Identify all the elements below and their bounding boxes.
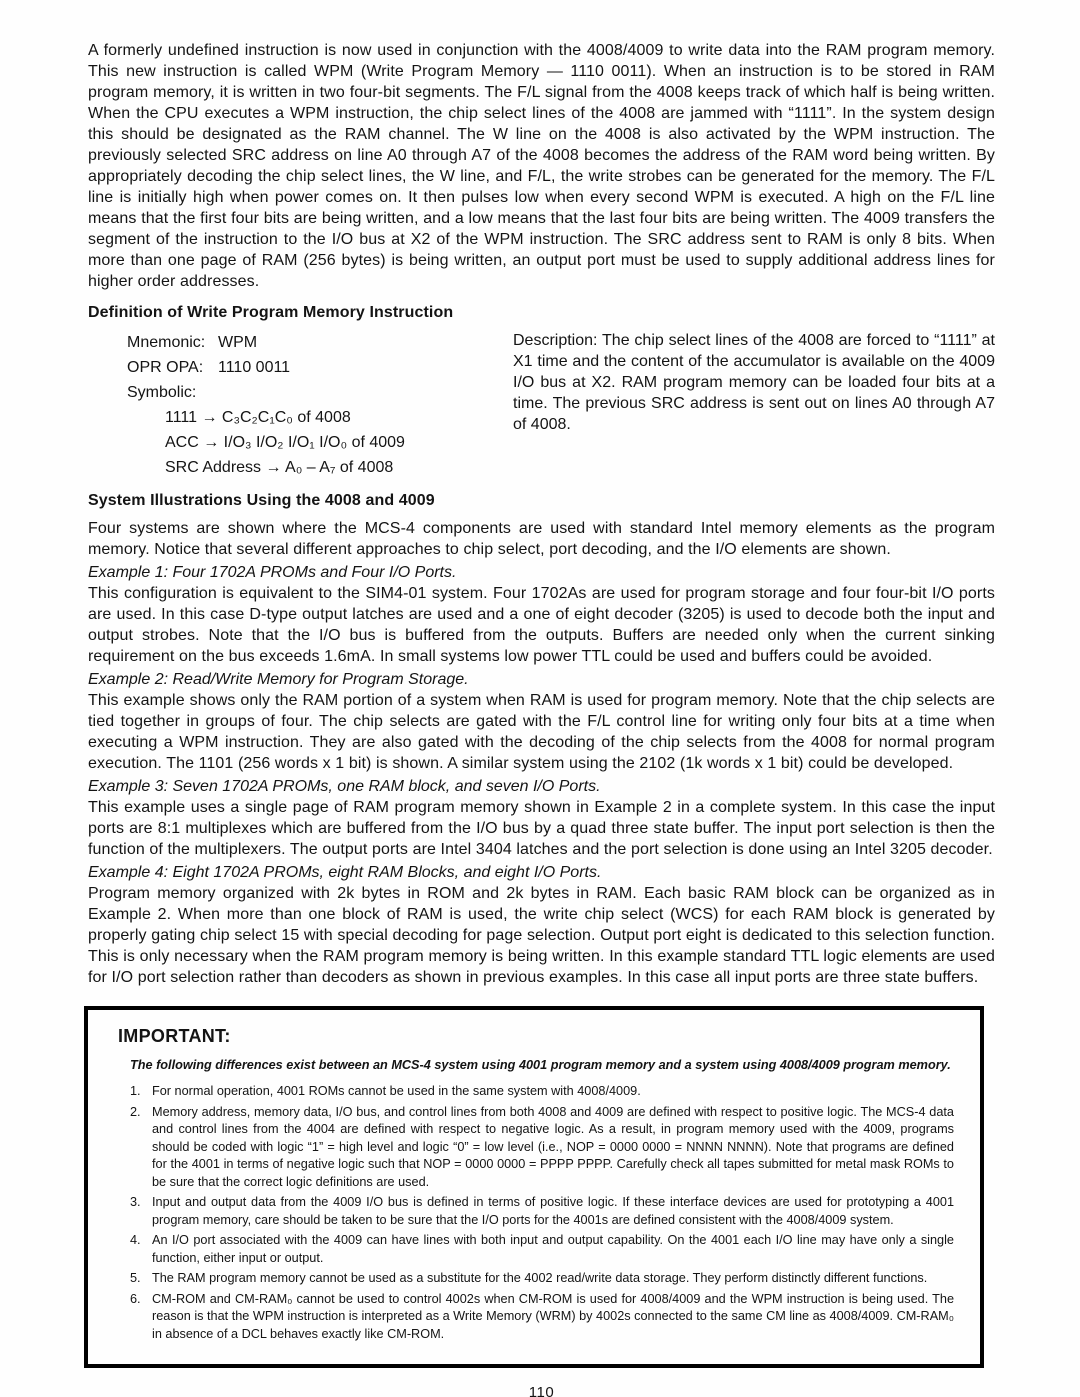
item-1-text: For normal operation, 4001 ROMs cannot be used in the same system with 4008/4009. [152,1084,641,1098]
item-4-text: An I/O port associated with the 4009 can have lines with both input and output capability. On the 4001 each I/O line may have only a single function, either input or output. [152,1233,954,1265]
opr-opa-row [127,355,513,380]
important-item-2 [130,1104,954,1192]
opr-opa-value: 1110 0011 [218,359,291,376]
mnemonic-label: Mnemonic: [127,334,206,351]
example-4 [88,862,995,988]
item-2-number: 2. [130,1104,141,1119]
item-3-text: Input and output data from the 4009 I/O bus is defined in terms of positive logic. If these interface devices are used for prototyping a 4001 program memory, care should be taken to be sure that the I/O ports for the 4001s are defined consistent with the 4008/4009 system. [152,1195,954,1227]
symbolic-line-2: ACC → I/O₃ I/O₂ I/O₁ I/O₀ of 4009 [165,434,405,451]
item-5-text: The RAM program memory cannot be used as a substitute for the 4002 read/write data storage. They perform distinctly different functions. [152,1271,928,1285]
item-2-text: Memory address, memory data, I/O bus, and control lines from both 4008 and 4009 are defined with respect to positive logic. The MCS-4 data and control lines from the 4004 are defined with respect to negative logic. As a result, in program memory used with the 4009, programs should be coded with logic “1” = high level and logic “0” = low level (i.e., NOP = 0000 0000 = NNNN NNNN). Note that programs are defined for the 4001 in terms of negative logic such that NOP = 0000 0000 = PPPP PPPP. Carefully check all tapes submitted for metal mask ROMs to be sure that the correct logic definitions are used. [152,1104,954,1189]
important-box [84,1006,984,1368]
mnemonic-row [127,330,513,355]
mnemonic-value: WPM [218,334,258,351]
example-2 [88,669,995,774]
example-4-title: Example 4: Eight 1702A PROMs, eight RAM Blocks, and eight I/O Ports. [88,864,602,881]
item-6-text: CM-ROM and CM-RAM₀ cannot be used to control 4002s when CM-ROM is used for 4008/4009 and the WPM instruction is being used. The reason is that the WPM instruction is interpreted as a Write Memory (WRM) by 4002s connected to the same CM line as 4008/4009. CM-RAM₀ in absence of a DCL behaves exactly like CM-ROM. [152,1291,954,1341]
example-2-body: This example shows only the RAM portion of a system when RAM is used for program memory. Note that the chip selects are tied together in groups of four. The chip selects are gated with the F/L control line for writing only four bits at a time when executing a WPM instruction. They are also gated with the decoding of the chip selects from the 4008 for normal program execution. The 1101 (256 words x 1 bit) is shown. A similar system using the 2102 (1k words x 1 bit) could be developed. [88,692,995,772]
important-item-3 [130,1194,954,1229]
system-illustrations-heading: System Illustrations Using the 4008 and 4009 [88,492,435,509]
opr-opa-label: OPR OPA: [127,359,204,376]
important-intro: The following differences exist between an MCS-4 system using 4001 program memory and a system using 4008/4009 program memory. [130,1058,951,1072]
example-3-body: This example uses a single page of RAM program memory shown in Example 2 in a complete system. In this case the input ports are 8:1 multiplexes which are buffered from the I/O bus by a quad three state buffer. The input port selection is then the function of the multiplexers. The output ports are Intel 3404 latches and the port selection is done using an Intel 3205 decoder. [88,799,995,858]
example-3 [88,776,995,860]
symbolic-lines [127,405,513,480]
symbolic-label: Symbolic: [127,384,197,401]
definition-heading: Definition of Write Program Memory Instruction [88,304,454,321]
symbolic-line-1: 1111 → C₃C₂C₁C₀ of 4008 [165,409,351,426]
item-5-number: 5. [130,1271,141,1285]
system-illustrations-intro: Four systems are shown where the MCS-4 components are used with standard Intel memory elements as the program memory. Notice that several different approaches to chip select, port decoding, and the I/O elements are shown. [88,520,995,558]
symbolic-line-3: SRC Address → A₀ – A₇ of 4008 [165,459,394,476]
intro-paragraph: A formerly undefined instruction is now used in conjunction with the 4008/4009 to write data into the RAM program memory. This new instruction is called WPM (Write Program Memory — 1110 0011). When an instruction is to be stored in RAM program memory, it is written in two four-bit segments. The F/L signal from the 4008 keeps track of which half is being written. When the CPU executes a WPM instruction, the chip select lines of the 4008 are jammed with “1111”. In the system design this should be designated as the RAM channel. The W line on the 4008 is also activated by the WPM instruction. The previously selected SRC address on line A0 through A7 of the 4008 becomes the address of the RAM word being written. By appropriately decoding the chip select lines, the W line, and F/L, the write strobes can be generated for the memory. The F/L line is initially high when power comes on. It then pulses low when every second WPM is executed. A high on the F/L line means that the first four bits are being written, and a low means that the last four bits are being written. The 4009 transfers the segment of the instruction to the I/O bus at X2 of the WPM instruction. The SRC address sent to RAM is only 8 bits. When more than one page of RAM (256 bytes) is being written, an output port must be used to supply additional address lines for higher order addresses. [88,42,995,290]
example-2-title: Example 2: Read/Write Memory for Program Storage. [88,671,469,688]
example-4-body: Program memory organized with 2k bytes in ROM and 2k bytes in RAM. Each basic RAM block can be organized as in Example 2. When more than one block of RAM is used, the write chip select (WCS) for each RAM block is generated by properly gating chip select 15 with special decoding for page selection. Output port eight is dedicated to this selection function. This is only necessary when the RAM program memory is being written. In this example standard TTL logic elements are used for I/O port selection rather than decoders as shown in previous examples. In this case all input ports are three state buffers. [88,885,995,986]
important-item-4 [130,1232,954,1267]
example-3-title: Example 3: Seven 1702A PROMs, one RAM block, and seven I/O Ports. [88,778,601,795]
example-1 [88,562,995,667]
definition-block [88,330,995,480]
important-heading: IMPORTANT: [118,1026,231,1046]
symbolic-row [127,380,513,405]
example-1-body: This configuration is equivalent to the SIM4-01 system. Four 1702As are used for program storage and four four-bit I/O ports are used. In this case D-type output latches are used and a one of eight decoder (3205) is used to decode both the input and output strobes. Note that the I/O bus is buffered from the outputs. Buffers are needed only when the current sinking requirement on the bus exceeds 1.6mA. In small systems low power TTL could be used and buffers could be avoided. [88,585,995,665]
item-4-number: 4. [130,1233,141,1247]
important-item-1 [130,1083,954,1101]
important-item-6 [130,1291,954,1344]
item-1-number: 1. [130,1084,141,1098]
definition-description: Description: The chip select lines of the 4008 are forced to “1111” at X1 time and the content of the accumulator is available on the 4009 I/O bus at X2. RAM program memory can be loaded four bits at a time. The previous SRC address is sent out on lines A0 through A7 of 4008. [513,332,995,433]
item-3-number: 3. [130,1195,141,1209]
page-number: 110 [528,1384,555,1397]
item-6-number: 6. [130,1291,141,1306]
example-1-title: Example 1: Four 1702A PROMs and Four I/O Ports. [88,564,457,581]
important-item-5 [130,1270,954,1288]
definition-left-column [88,330,513,480]
